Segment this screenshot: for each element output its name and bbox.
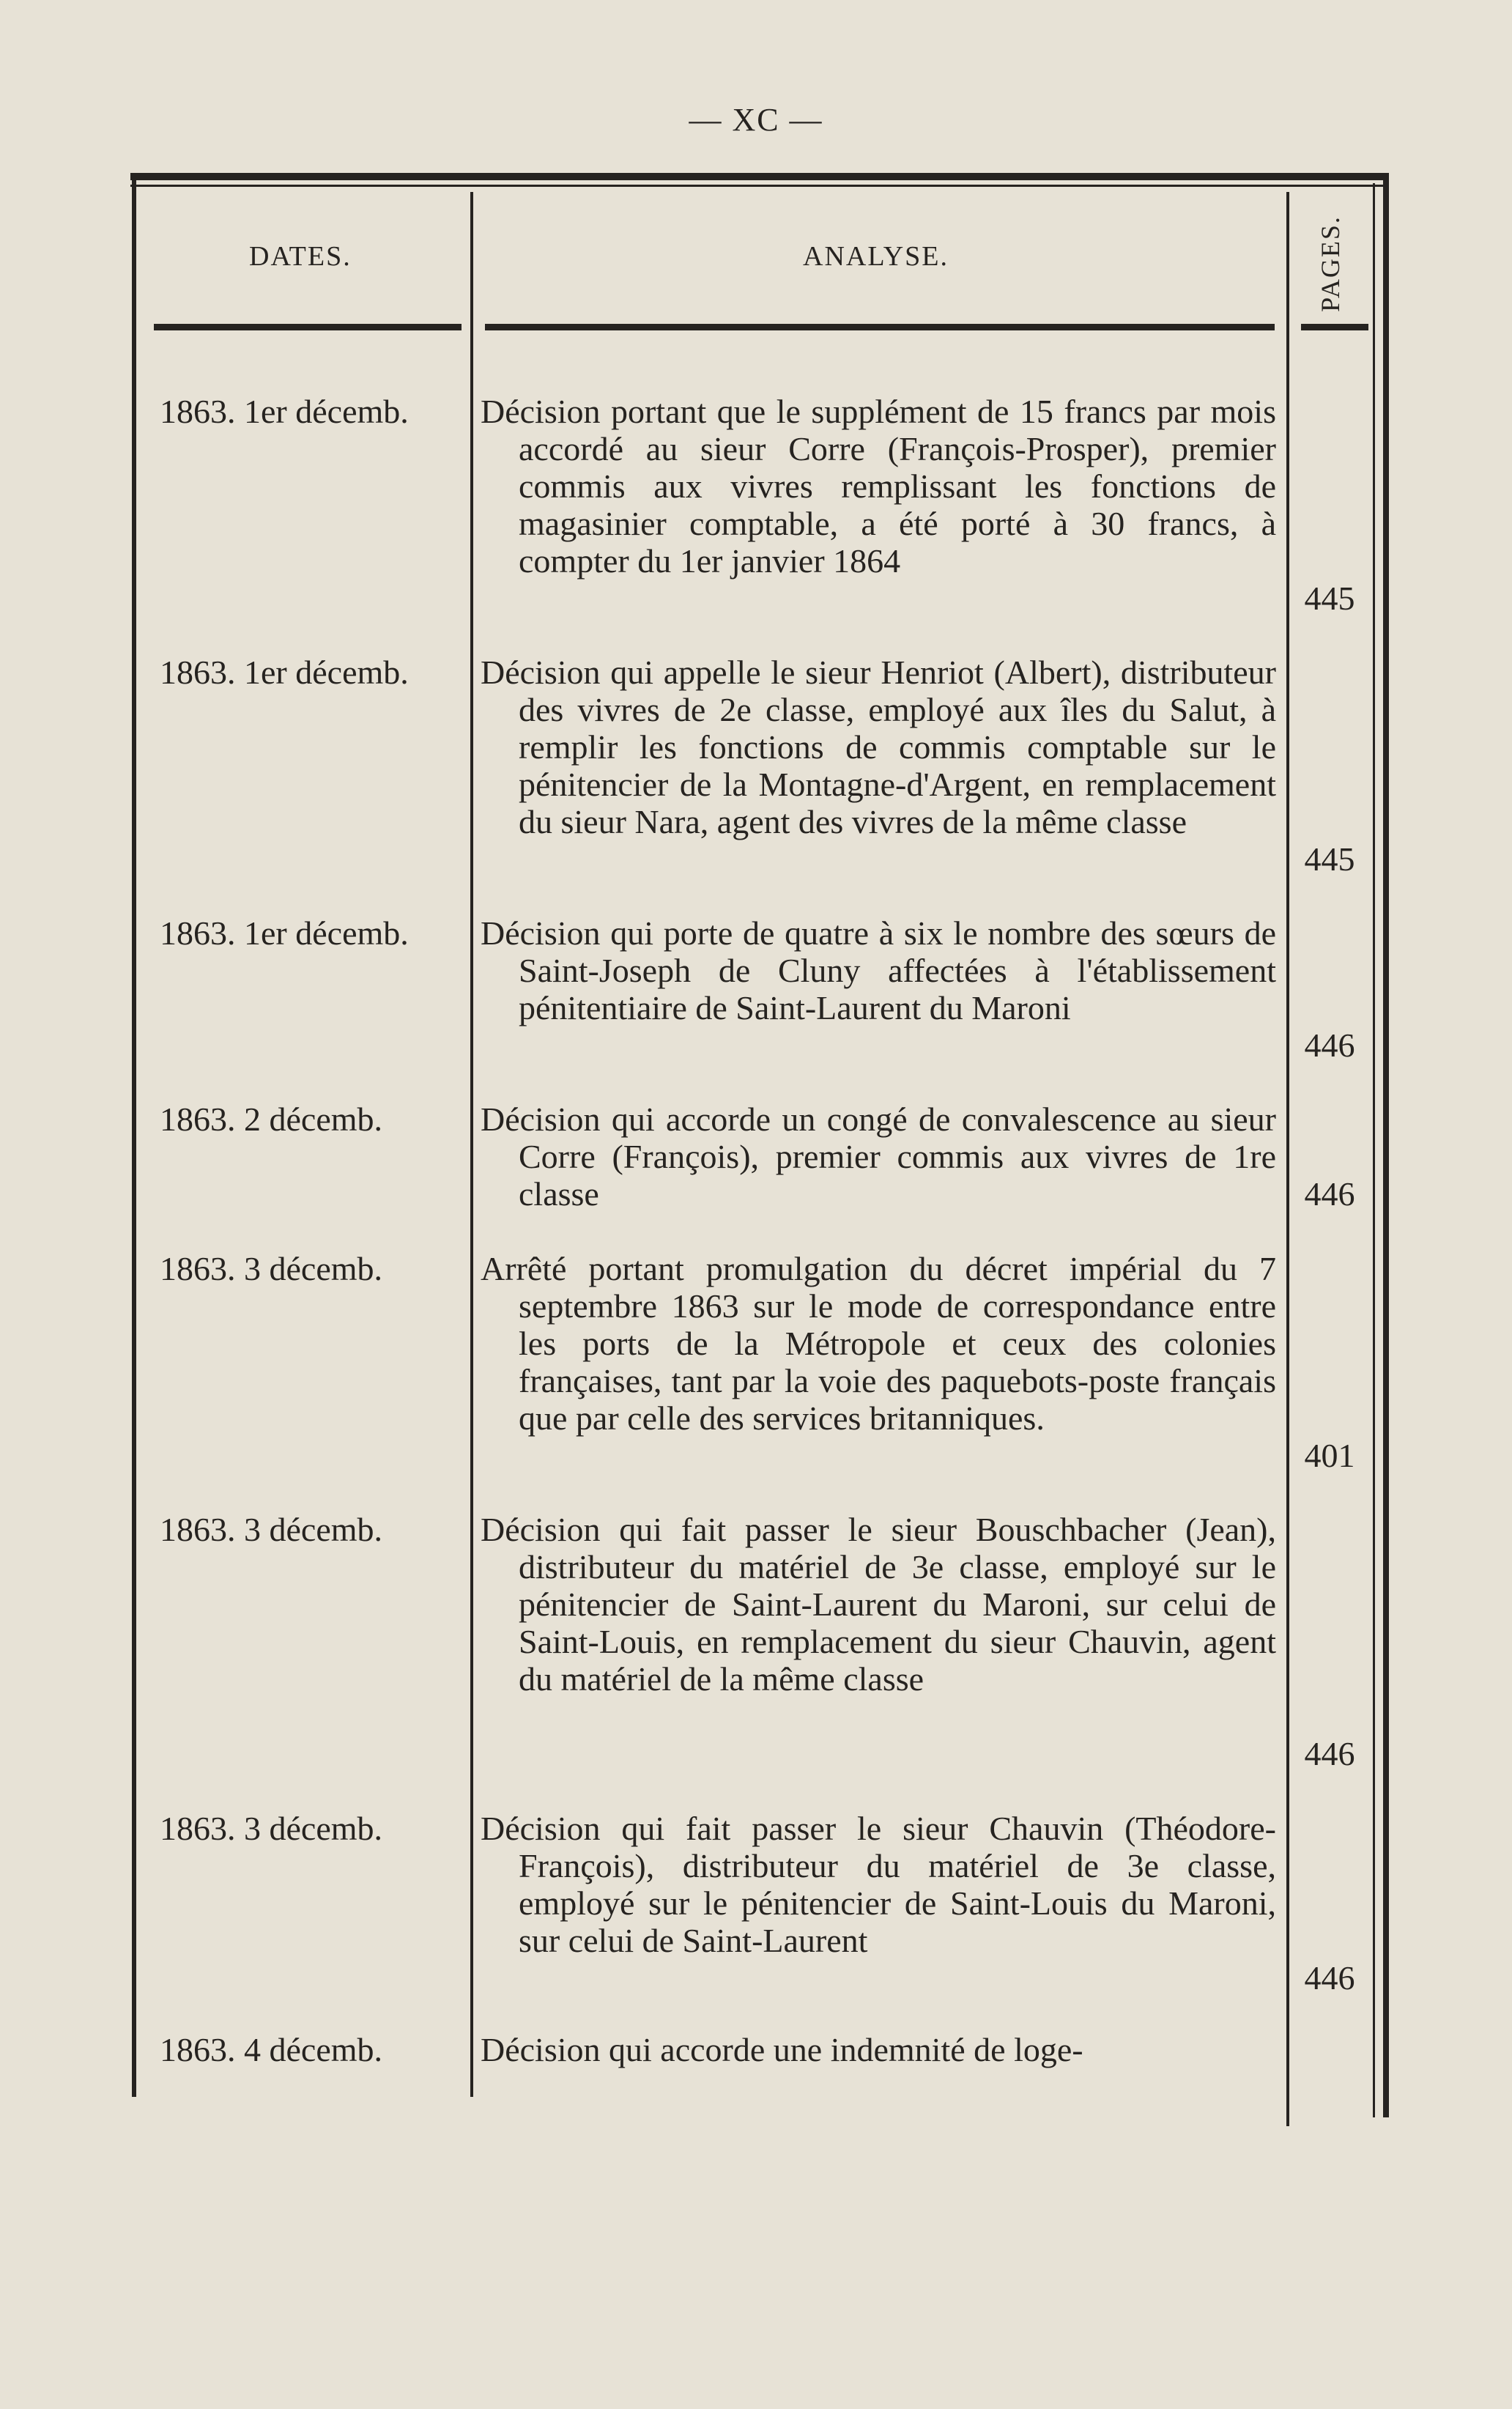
entry-date: 1863. 1er décemb. (160, 914, 409, 952)
entry-date: 1863. 1er décemb. (160, 654, 409, 691)
entry-date: 1863. 3 décemb. (160, 1250, 383, 1287)
entry-analysis: Décision qui fait passer le sieur Bouschbacher (Jean), distributeur du matériel de 3e classe, employé sur le pénitencier de Saint-Laurent du Maroni, sur celui de Saint-Louis, en remplacement du sieur Chauvin, agent du matériel de la même classe (481, 1511, 1276, 1698)
entry-date: 1863. 1er décemb. (160, 393, 409, 430)
header-rule-dates (154, 324, 462, 330)
frame-right-rule-thin (1373, 183, 1375, 2117)
page-number: — XC — (689, 102, 823, 138)
entry-date: 1863. 3 décemb. (160, 1511, 383, 1548)
entry-page: 445 (1304, 580, 1355, 617)
column-divider-dates (470, 192, 473, 2097)
entry-date: 1863. 3 décemb. (160, 1810, 383, 1847)
entry-page: 401 (1304, 1437, 1355, 1474)
column-divider-pages (1286, 192, 1289, 2126)
frame-top-rule (130, 173, 1389, 180)
frame-left-rule (132, 176, 136, 2097)
entry-analysis: Décision portant que le supplément de 15 francs par mois accordé au sieur Corre (François-Prosper), premier commis aux vivres remplissant les fonctions de magasinier comptable, a été porté à 30 francs, à compter du 1er janvier 1864 (481, 393, 1276, 580)
header-pages: PAGES. (1316, 215, 1345, 312)
entry-analysis: Décision qui fait passer le sieur Chauvin (Théodore-François), distributeur du matériel de 3e classe, employé sur le pénitencier de Saint-Louis du Maroni, sur celui de Saint-Laurent (481, 1810, 1276, 1959)
entry-analysis: Décision qui accorde une indemnité de loge- (481, 2031, 1083, 2068)
entry-date: 1863. 4 décemb. (160, 2031, 383, 2068)
entry-analysis: Arrêté portant promulgation du décret impérial du 7 septembre 1863 sur le mode de correspondance entre les ports de la Métropole et ceux des colonies françaises, tant par la voie des paquebots-poste français que par celle des services britanniques. (481, 1250, 1276, 1437)
entry-page: 446 (1304, 1026, 1355, 1064)
entry-analysis: Décision qui porte de quatre à six le nombre des sœurs de Saint-Joseph de Cluny affectées à l'établissement pénitentiaire de Saint-Laurent du Maroni (481, 914, 1276, 1026)
entry-page: 446 (1304, 1175, 1355, 1213)
header-dates: DATES. (249, 241, 352, 272)
entry-date: 1863. 2 décemb. (160, 1100, 383, 1138)
frame-right-rule (1383, 176, 1389, 2117)
entry-analysis: Décision qui accorde un congé de convalescence au sieur Corre (François), premier commis aux vivres de 1re classe (481, 1100, 1276, 1213)
entry-page: 445 (1304, 840, 1355, 878)
entry-analysis: Décision qui appelle le sieur Henriot (Albert), distributeur des vivres de 2e classe, employé aux îles du Salut, à remplir les fonctions de commis comptable sur le pénitencier de la Montagne-d'Argent, en remplacement du sieur Nara, agent des vivres de la même classe (481, 654, 1276, 840)
entry-page: 446 (1304, 1959, 1355, 1997)
header-analysis: ANALYSE. (803, 241, 949, 272)
frame-top-rule-thin (130, 185, 1389, 187)
header-rule-analysis (485, 324, 1275, 330)
entry-page: 446 (1304, 1735, 1355, 1772)
header-rule-pages (1301, 324, 1368, 330)
